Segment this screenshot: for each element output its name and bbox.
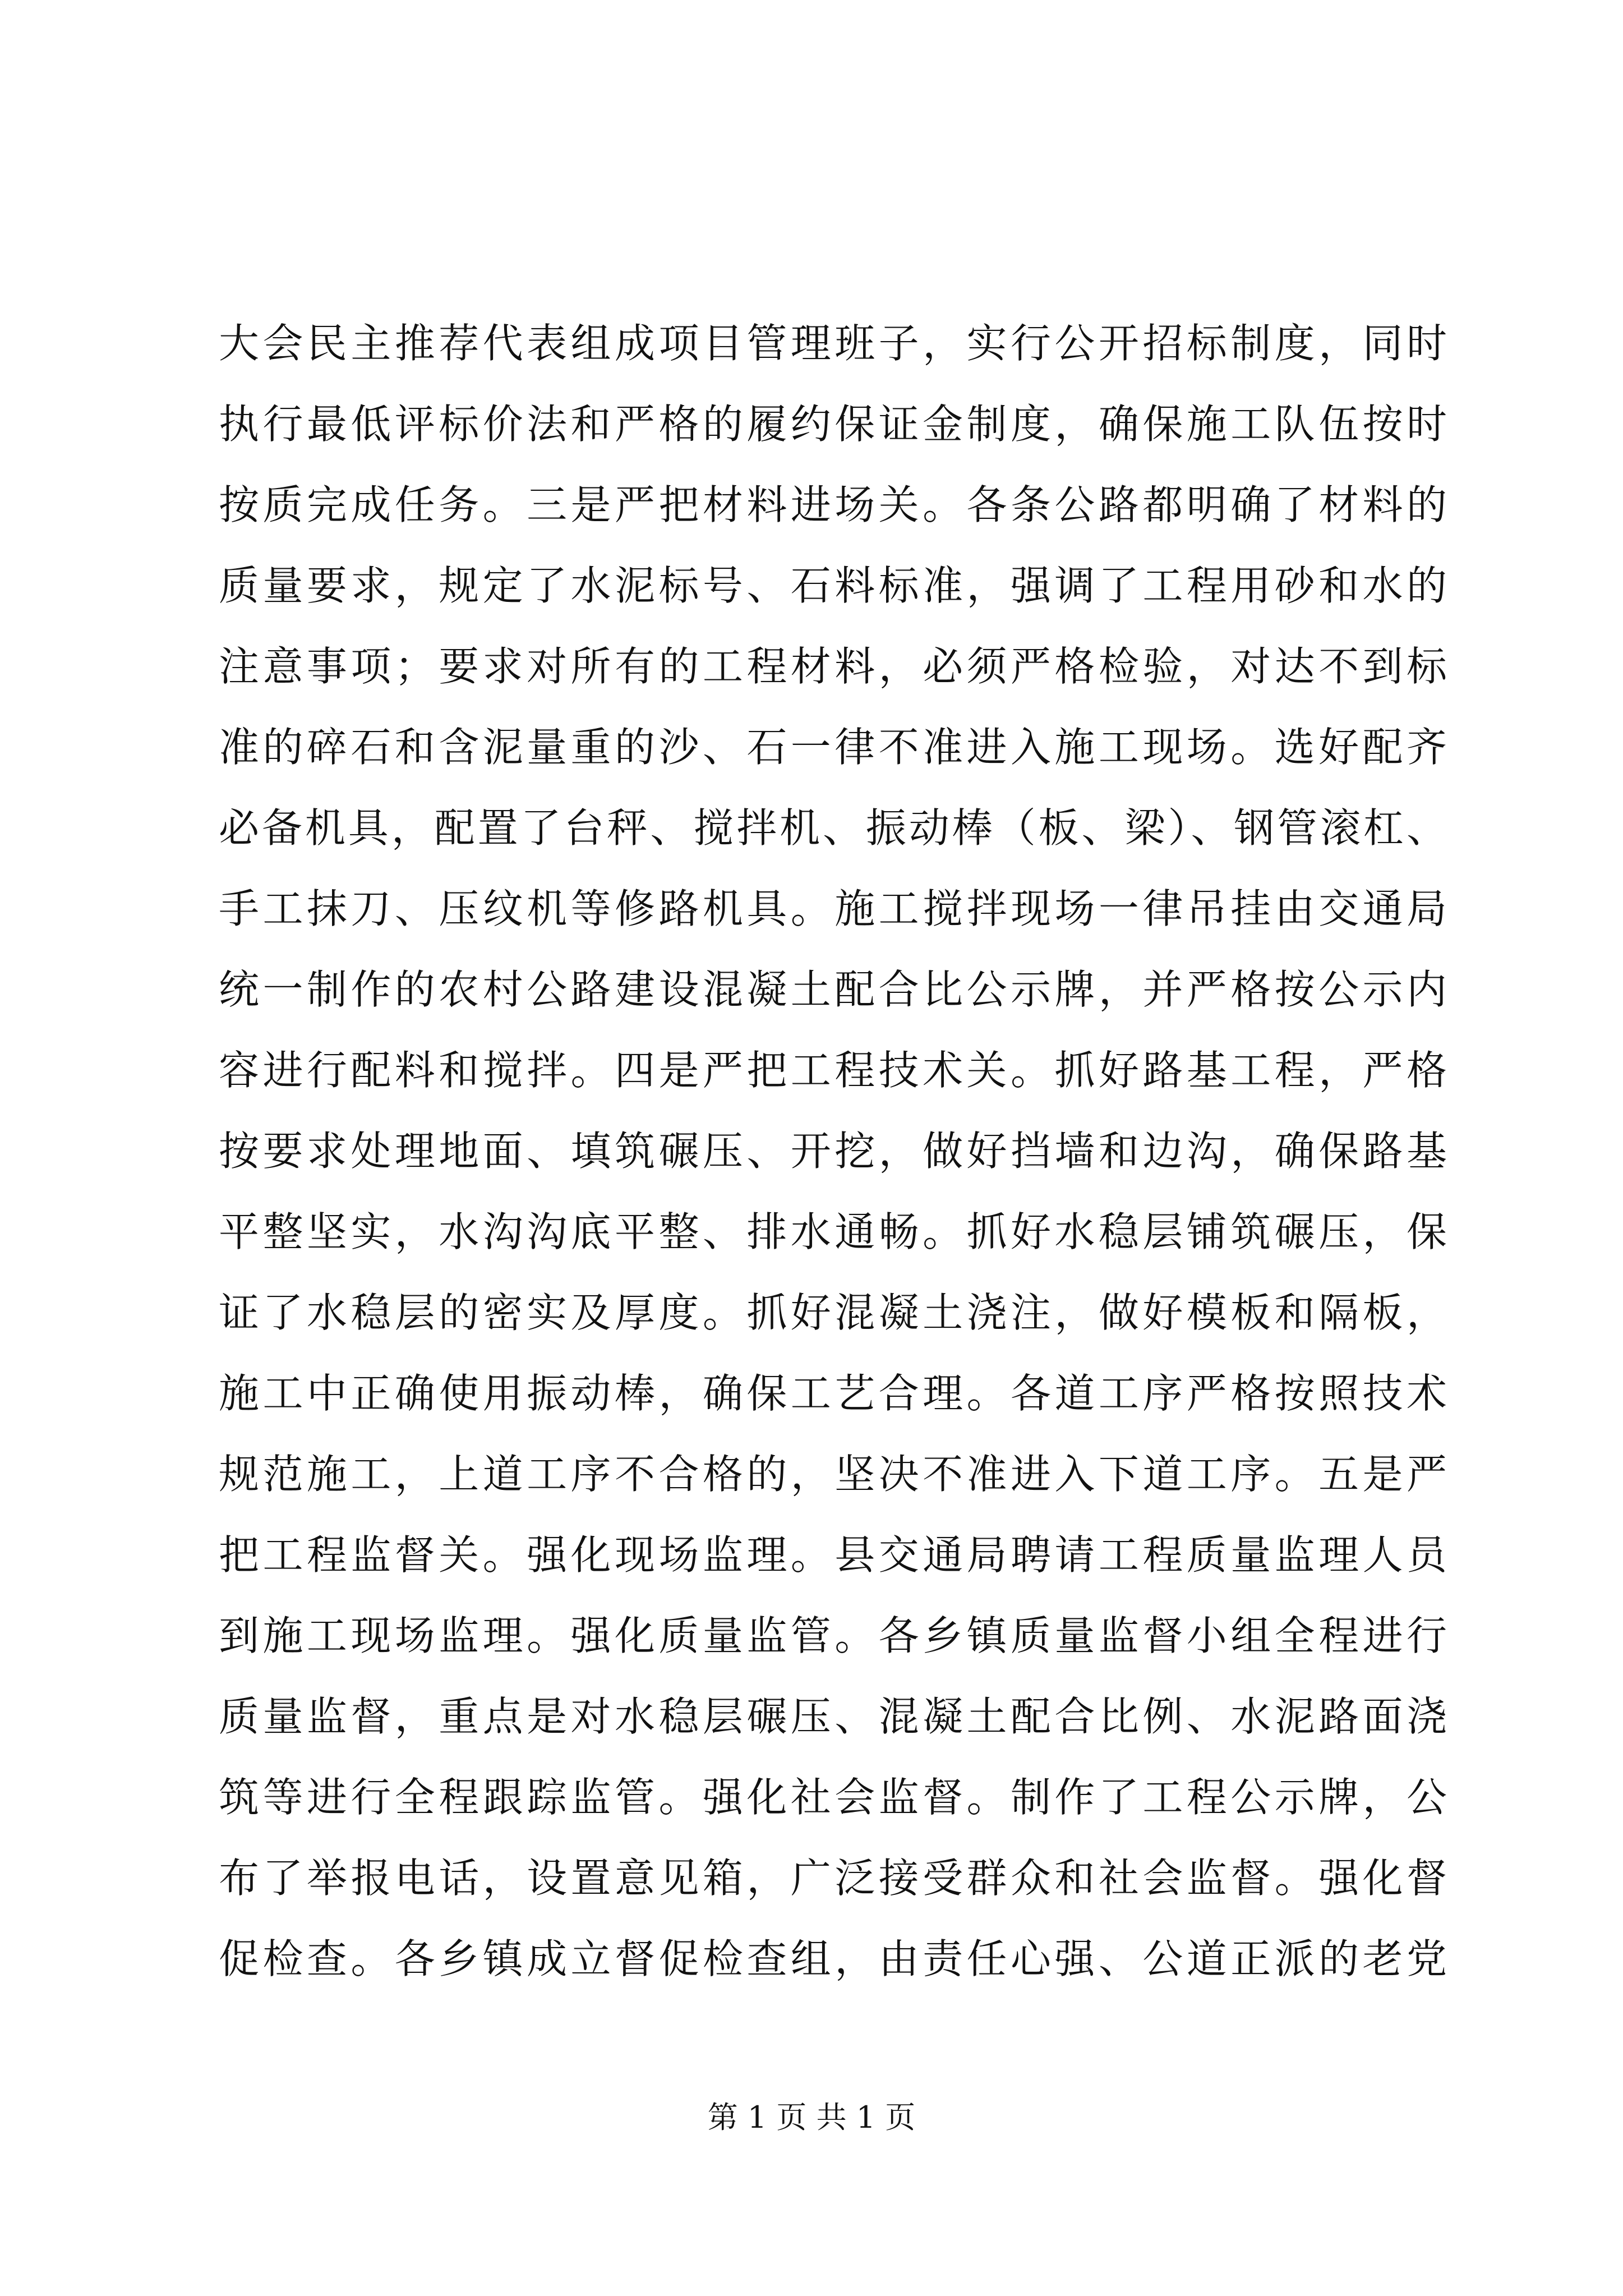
text-line-18: 质量监督，重点是对水稳层碾压、混凝土配合比例、水泥路面浇 <box>219 1693 1447 1740</box>
text-line-9: 统一制作的农村公路建设混凝土配合比公示牌，并严格按公示内 <box>219 966 1447 1013</box>
text-line-14: 施工中正确使用振动棒，确保工艺合理。各道工序严格按照技术 <box>219 1370 1447 1417</box>
body-text <box>219 303 1447 1999</box>
text-line-3: 按质完成任务。三是严把材料进场关。各条公路都明确了材料的 <box>219 481 1447 528</box>
text-line-12: 平整坚实，水沟沟底平整、排水通畅。抓好水稳层铺筑碾压，保 <box>219 1208 1447 1255</box>
text-line-2: 执行最低评标价法和严格的履约保证金制度，确保施工队伍按时 <box>219 401 1447 448</box>
text-line-10: 容进行配料和搅拌。四是严把工程技术关。抓好路基工程，严格 <box>219 1047 1447 1094</box>
text-line-17: 到施工现场监理。强化质量监管。各乡镇质量监督小组全程进行 <box>219 1612 1447 1659</box>
text-line-21: 促检查。各乡镇成立督促检查组，由责任心强、公道正派的老党 <box>219 1935 1447 1982</box>
text-line-7: 必备机具，配置了台秤、搅拌机、振动棒（板、梁）、钢管滚杠、 <box>219 804 1447 852</box>
text-line-19: 筑等进行全程跟踪监管。强化社会监督。制作了工程公示牌，公 <box>219 1774 1447 1821</box>
text-line-5: 注意事项；要求对所有的工程材料，必须严格检验，对达不到标 <box>219 643 1447 690</box>
text-line-8: 手工抹刀、压纹机等修路机具。施工搅拌现场一律吊挂由交通局 <box>219 885 1447 932</box>
text-line-4: 质量要求，规定了水泥标号、石料标准，强调了工程用砂和水的 <box>219 562 1447 609</box>
text-line-16: 把工程监督关。强化现场监理。县交通局聘请工程质量监理人员 <box>219 1531 1447 1579</box>
text-line-6: 准的碎石和含泥量重的沙、石一律不准进入施工现场。选好配齐 <box>219 724 1447 771</box>
text-line-13: 证了水稳层的密实及厚度。抓好混凝土浇注，做好模板和隔板， <box>219 1289 1447 1336</box>
text-line-1: 大会民主推荐代表组成项目管理班子，实行公开招标制度，同时 <box>219 320 1447 367</box>
text-line-20: 布了举报电话，设置意见箱，广泛接受群众和社会监督。强化督 <box>219 1855 1447 1902</box>
text-line-15: 规范施工，上道工序不合格的，坚决不准进入下道工序。五是严 <box>219 1451 1447 1498</box>
text-line-11: 按要求处理地面、填筑碾压、开挖，做好挡墙和边沟，确保路基 <box>219 1128 1447 1175</box>
page-footer: 第 1 页 共 1 页 <box>707 2100 916 2135</box>
